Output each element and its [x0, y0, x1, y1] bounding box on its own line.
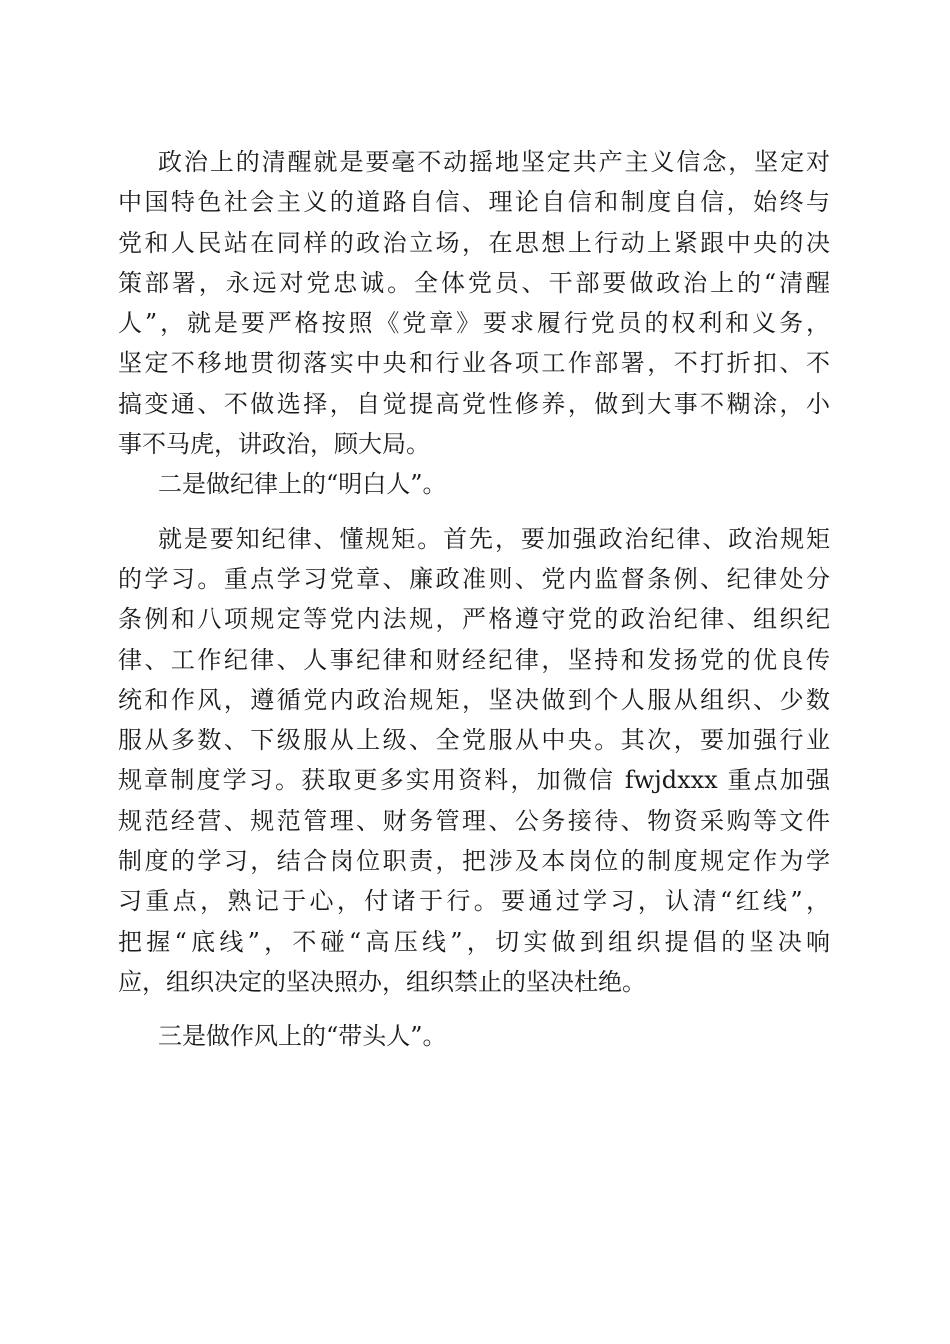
text-line: 人”，就是要严格按照《党章》要求履行党员的权利和义务， — [118, 309, 830, 338]
text-line: 中国特色社会主义的道路自信、理论自信和制度自信，始终与 — [118, 188, 830, 217]
document-body — [118, 142, 830, 1057]
text-line: 制度的学习，结合岗位职责，把涉及本岗位的制度规定作为学 — [118, 847, 830, 876]
text-line: 坚定不移地贯彻落实中央和行业各项工作部署，不打折扣、不 — [118, 349, 830, 378]
text-line: 的学习。重点学习党章、廉政准则、党内监督条例、纪律处分 — [118, 564, 830, 593]
section-heading-discipline — [118, 464, 830, 504]
paragraph-discipline — [118, 519, 830, 1003]
section-heading-work-style — [118, 1016, 830, 1056]
text-line: 服从多数、下级服从上级、全党服从中央。其次，要加强行业 — [118, 726, 830, 755]
text-line: 事不马虎，讲政治，顾大局。 — [118, 430, 430, 459]
text-line: 统和作风，遵循党内政治规矩，坚决做到个人服从组织、少数 — [118, 685, 830, 714]
text-line: 习重点，熟记于心，付诸于行。要通过学习，认清“红线”， — [118, 887, 830, 916]
text-line: 搞变通、不做选择，自觉提高党性修养，做到大事不糊涂，小 — [118, 389, 830, 418]
text-line: 律、工作纪律、人事纪律和财经纪律，坚持和发扬党的优良传 — [118, 645, 830, 674]
text-line: 就是要知纪律、懂规矩。首先，要加强政治纪律、政治规矩 — [158, 524, 830, 553]
text-line: 党和人民站在同样的政治立场，在思想上行动上紧跟中央的决 — [118, 228, 830, 257]
text-line: 应，组织决定的坚决照办，组织禁止的坚决杜绝。 — [118, 967, 646, 996]
text-line: 规范经营、规范管理、财务管理、公务接待、物资采购等文件 — [118, 806, 830, 835]
heading-text: 三是做作风上的“带头人”。 — [158, 1022, 447, 1051]
text-line: 把握“底线”，不碰“高压线”，切实做到组织提倡的坚决响 — [118, 927, 830, 956]
text-line: 规章制度学习。获取更多实用资料，加微信 fwjdxxx 重点加强 — [118, 766, 830, 795]
paragraph-political-clarity — [118, 142, 830, 464]
text-line: 条例和八项规定等党内法规，严格遵守党的政治纪律、组织纪 — [118, 605, 830, 634]
text-line: 策部署，永远对党忠诚。全体党员、干部要做政治上的“清醒 — [118, 268, 830, 297]
text-line: 政治上的清醒就是要毫不动摇地坚定共产主义信念，坚定对 — [158, 148, 830, 176]
heading-text: 二是做纪律上的“明白人”。 — [158, 470, 447, 499]
